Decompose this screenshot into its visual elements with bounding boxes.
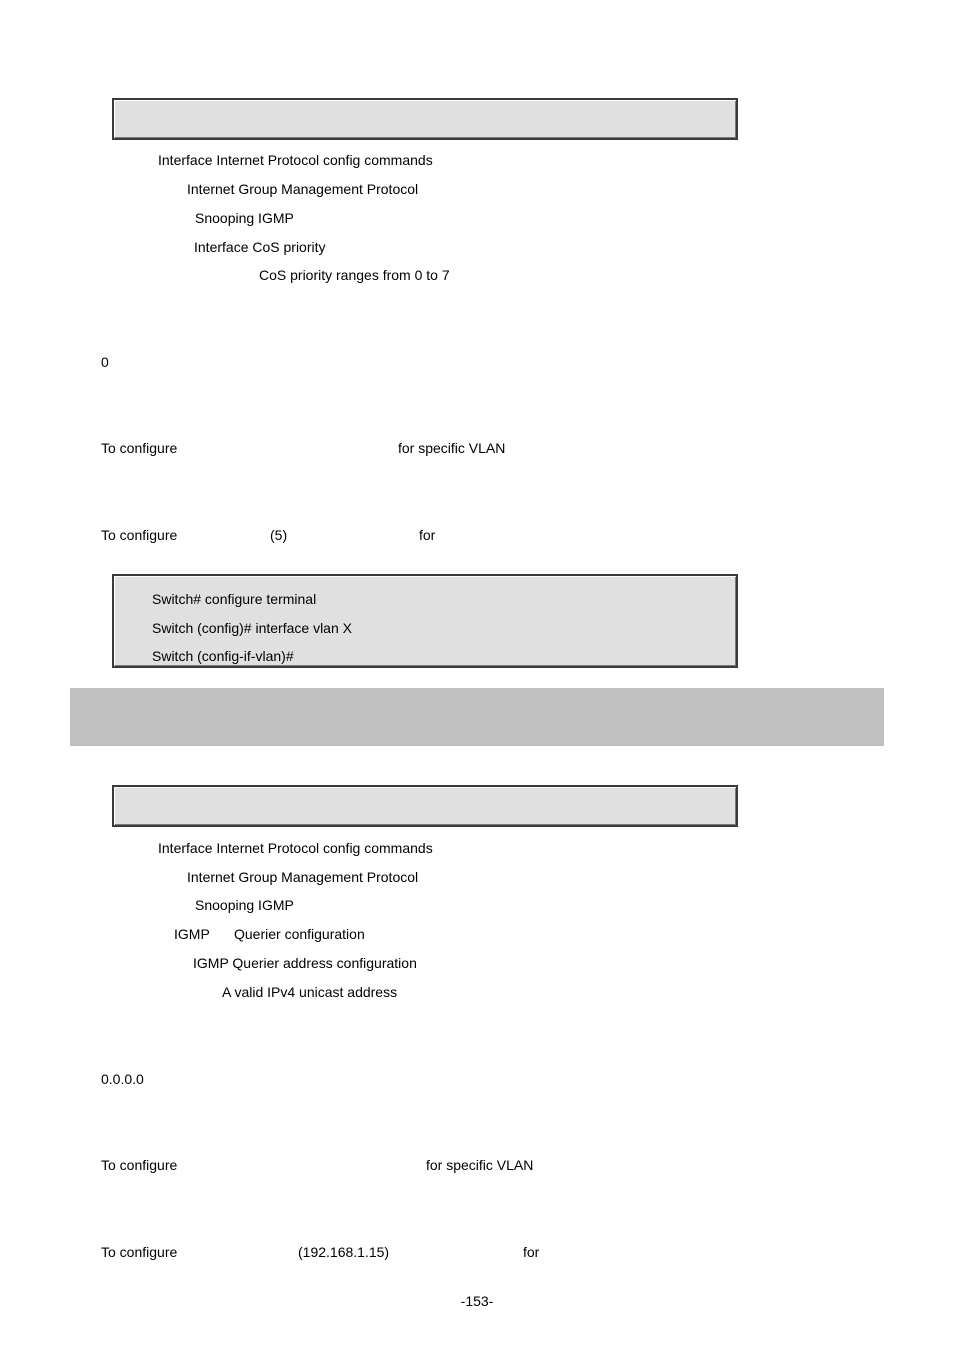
param-querier: Querier configuration xyxy=(234,926,365,942)
example-text-end: for xyxy=(419,527,436,543)
param-interface-ip: Interface Internet Protocol config commands xyxy=(158,840,433,856)
page-number: -153- xyxy=(460,1293,494,1309)
code-box xyxy=(112,574,738,668)
param-igmp: Internet Group Management Protocol xyxy=(187,869,419,885)
syntax-box xyxy=(112,98,738,140)
usage-text-start: To configure xyxy=(101,1157,178,1173)
usage-text-start: To configure xyxy=(101,440,178,456)
param-snooping: Snooping IGMP xyxy=(195,210,294,226)
param-igmp: Internet Group Management Protocol xyxy=(187,181,419,197)
code-line: Switch (config)# interface vlan X xyxy=(152,620,352,636)
param-igmp-keyword: IGMP xyxy=(174,926,210,942)
param-cos-range: CoS priority ranges from 0 to 7 xyxy=(259,267,450,283)
example-value: (5) xyxy=(270,527,288,543)
section-heading-band xyxy=(70,688,884,746)
syntax-box xyxy=(112,785,738,827)
param-ipv4-address: A valid IPv4 unicast address xyxy=(222,984,398,1000)
default-value: 0 xyxy=(101,354,109,370)
code-line: Switch# configure terminal xyxy=(152,591,317,607)
param-interface-ip: Interface Internet Protocol config commands xyxy=(158,152,433,168)
usage-text-end: for specific VLAN xyxy=(398,440,506,456)
example-text-end: for xyxy=(523,1244,540,1260)
default-value: 0.0.0.0 xyxy=(101,1071,144,1087)
example-text-start: To configure xyxy=(101,1244,178,1260)
code-line: Switch (config-if-vlan)# xyxy=(152,648,294,664)
example-text-start: To configure xyxy=(101,527,178,543)
usage-text-end: for specific VLAN xyxy=(426,1157,534,1173)
example-value: (192.168.1.15) xyxy=(298,1244,390,1260)
param-cos-priority: Interface CoS priority xyxy=(194,239,326,255)
param-querier-address: IGMP Querier address configuration xyxy=(193,955,417,971)
param-snooping: Snooping IGMP xyxy=(195,897,294,913)
